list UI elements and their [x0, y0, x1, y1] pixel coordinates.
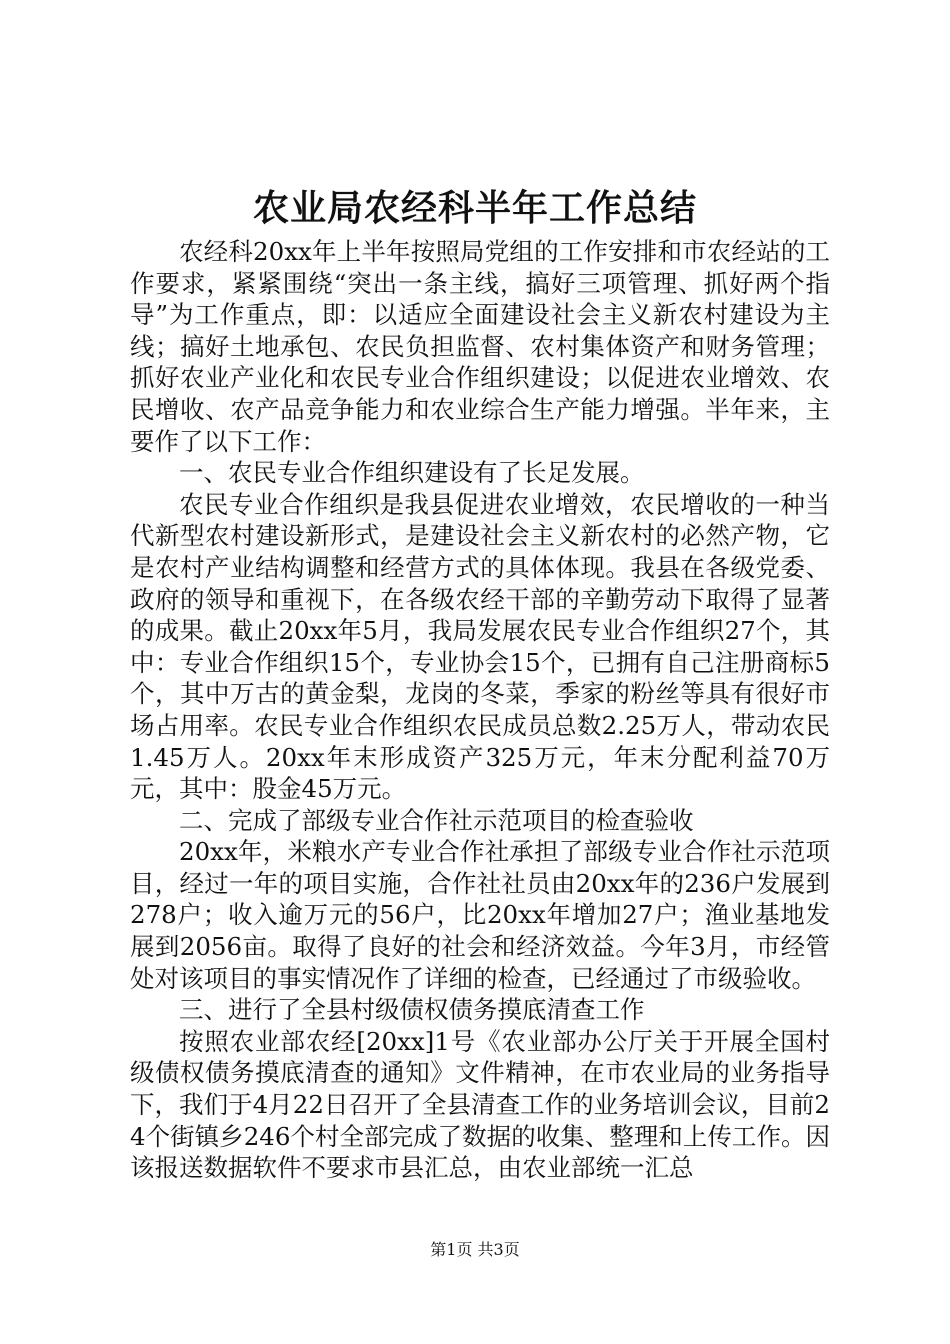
- page-number: 第1页 共3页: [430, 1240, 520, 1259]
- document-body: [130, 236, 830, 1184]
- section-heading-2: 二、完成了部级专业合作社示范项目的检查验收: [179, 805, 694, 835]
- paragraph-cooperatives: 农民专业合作组织是我县促进农业增效，农民增收的一种当代新型农村建设新形式，是建设社会主义新农村的必然产物，它是农村产业结构调整和经营方式的具体体现。我县在各级党委、政府的领导和重视下，在各级农经干部的辛勤劳动下取得了显著的成果。截止20xx年5月，我局发展农民专业合作组织27个，其中：专业合作组织15个，专业协会15个，已拥有自己注册商标5个，其中万古的黄金梨，龙岗的冬菜，季家的粉丝等具有很好市场占用率。农民专业合作组织农民成员总数2.25万人，带动农民1.45万人。20xx年末形成资产325万元，年末分配利益70万元，其中：股金45万元。: [130, 489, 830, 804]
- document-title: 农业局农经科半年工作总结: [252, 187, 697, 229]
- section-heading-1: 一、农民专业合作组织建设有了长足发展。: [179, 458, 645, 488]
- paragraph-demonstration-project: 20xx年，米粮水产专业合作社承担了部级专业合作社示范项目，经过一年的项目实施，合作社社员由20xx年的236户发展到278户；收入逾万元的56户，比20xx年增加27户；渔业基地发展到2056亩。取得了良好的社会和经济效益。今年3月，市经管处对该项目的事实情况作了详细的检查，已经通过了市级验收。: [130, 837, 830, 993]
- section-heading-3: 三、进行了全县村级债权债务摸底清查工作: [179, 995, 645, 1025]
- paragraph-intro: 农经科20xx年上半年按照局党组的工作安排和市农经站的工作要求，紧紧围绕“突出一条主线，搞好三项管理、抓好两个指导”为工作重点，即：以适应全面建设社会主义新农村建设为主线；搞好土地承包、农民负担监督、农村集体资产和财务管理；抓好农业产业化和农民专业合作组织建设；以促进农业增效、农民增收、农产品竞争能力和农业综合生产能力增强。半年来，主要作了以下工作：: [130, 237, 830, 456]
- paragraph-debt-survey: 按照农业部农经[20xx]1号《农业部办公厅关于开展全国村级债权债务摸底清查的通知》文件精神，在市农业局的业务指导下，我们于4月22日召开了全县清查工作的业务培训会议，目前24个街镇乡246个村全部完成了数据的收集、整理和上传工作。因该报送数据软件不要求市县汇总，由农业部统一汇总: [130, 1026, 830, 1183]
